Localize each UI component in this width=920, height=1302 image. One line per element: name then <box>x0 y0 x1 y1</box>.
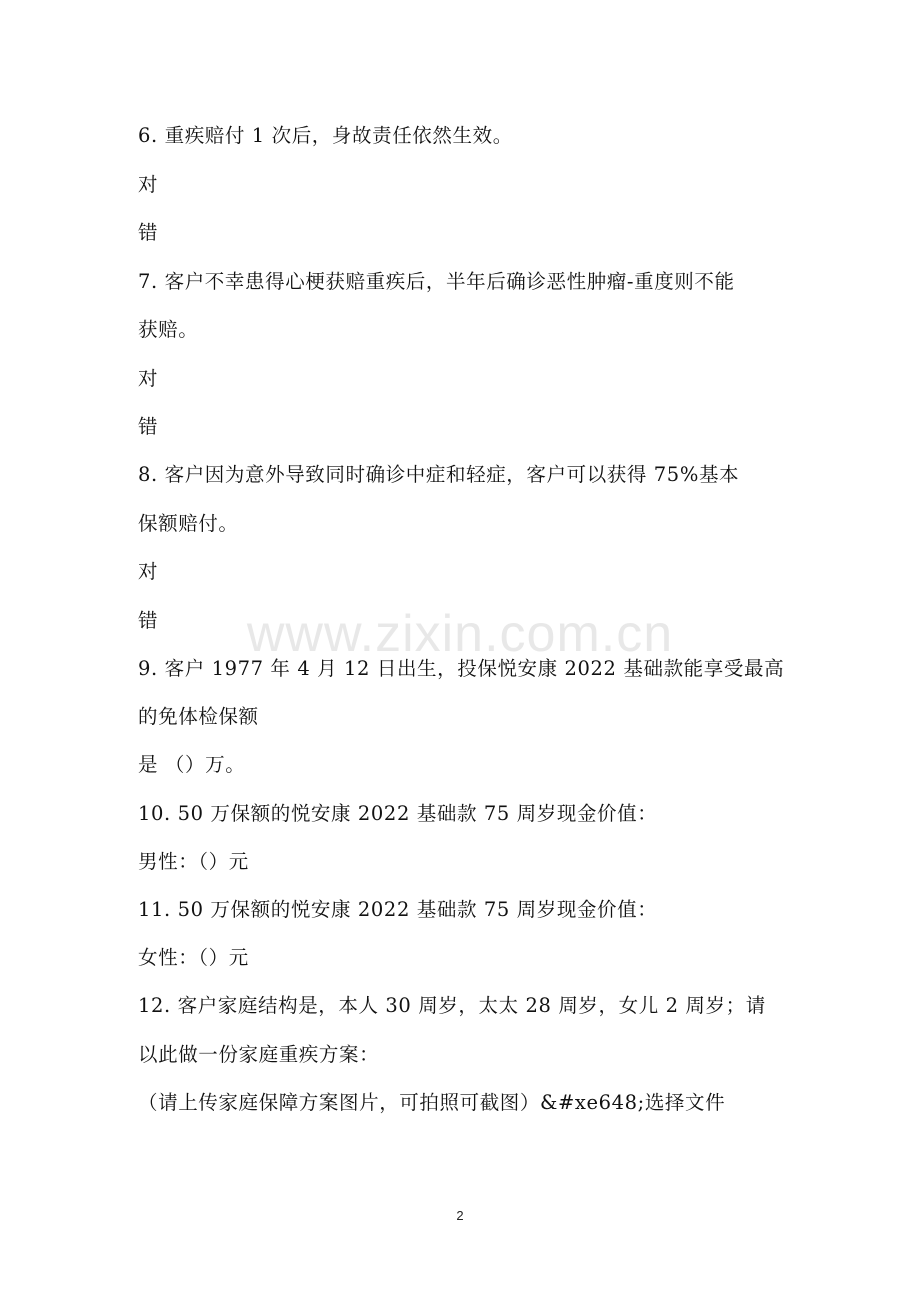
question-11-blank: 女性：（）元 <box>138 946 249 969</box>
question-7: 7. 客户不幸患得心梗获赔重疾后，半年后确诊恶性肿瘤-重度则不能 <box>138 270 735 293</box>
upload-instruction: （请上传家庭保障方案图片，可拍照可截图）&#xe648;选择文件 <box>138 1091 726 1114</box>
question-10-blank: 男性：（）元 <box>138 850 249 873</box>
question-7-cont: 获赔。 <box>138 318 199 341</box>
question-9: 9. 客户 1977 年 4 月 12 日出生，投保悦安康 2022 基础款能享受最高 <box>138 657 785 680</box>
answer-false-6: 错 <box>138 221 159 244</box>
answer-true-7: 对 <box>138 367 159 390</box>
question-12: 12. 客户家庭结构是，本人 30 周岁，太太 28 周岁，女儿 2 周岁；请 <box>138 994 766 1017</box>
question-11: 11. 50 万保额的悦安康 2022 基础款 75 周岁现金价值： <box>138 898 658 921</box>
question-10: 10. 50 万保额的悦安康 2022 基础款 75 周岁现金价值： <box>138 802 658 825</box>
question-9-blank: 是 （）万。 <box>138 753 246 776</box>
question-9-cont: 的免体检保额 <box>138 705 259 728</box>
question-8: 8. 客户因为意外导致同时确诊中症和轻症，客户可以获得 75%基本 <box>138 463 740 486</box>
question-8-cont: 保额赔付。 <box>138 512 239 535</box>
question-6: 6. 重疾赔付 1 次后，身故责任依然生效。 <box>138 124 513 147</box>
question-12-cont: 以此做一份家庭重疾方案： <box>138 1043 380 1066</box>
answer-true-8: 对 <box>138 560 159 583</box>
watermark: www.zixin.com.cn <box>246 605 674 663</box>
answer-false-7: 错 <box>138 415 159 438</box>
answer-true-6: 对 <box>138 173 159 196</box>
page-number: 2 <box>456 1208 464 1223</box>
answer-false-8: 错 <box>138 609 159 632</box>
